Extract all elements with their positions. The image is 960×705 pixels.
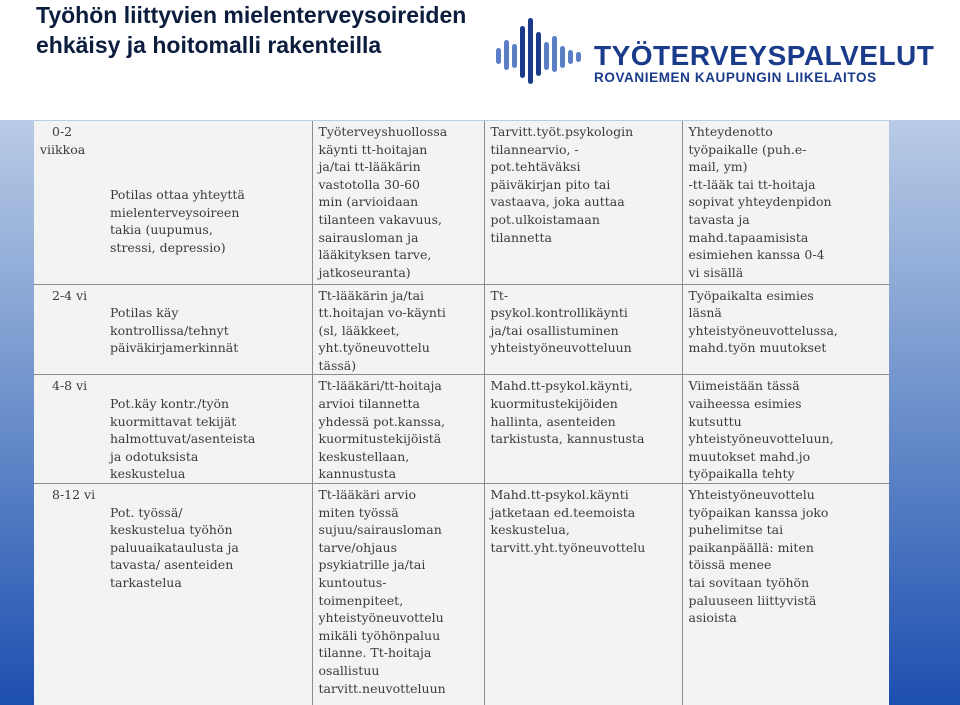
patient-text: Potilas käy kontrollissa/tehnyt päiväkirjamerkinnät	[110, 305, 239, 356]
period-label: 0-2 viikkoa	[40, 124, 86, 157]
psychologist-cell: Tarvitt.työt.psykologin tilannearvio, - pot.tehtäväksi päiväkirjan pito tai vastaava, joka auttaa pot.ulkoistamaan tilannetta	[484, 121, 682, 284]
period-label: 4-8 vi	[52, 378, 88, 394]
patient-text: Pot.käy kontr./työn kuormittavat tekijät halmottuvat/asenteista ja odotuksista keskustelua	[110, 396, 256, 482]
psychologist-cell: Mahd.tt-psykol.käynti jatketaan ed.teemoista keskustelua, tarvitt.yht.työneuvottelu	[484, 484, 682, 705]
workplace-cell: Yhteydenotto työpaikalle (puh.e- mail, ym) -tt-lääk tai tt-hoitaja sopivat yhteydenpidon tavasta ja mahd.tapaamisista esimiehen kanssa 0-4 vi sisällä	[682, 121, 889, 284]
occupational-health-cell: Tt-lääkäri arvio miten työssä sujuu/sairausloman tarve/ohjaus psykiatrille ja/tai kuntoutus- toimenpiteet, yhteistyöneuvottelu mikäli työhönpaluu tilanne. Tt-hoitaja osallistuu tarvitt.neuvotteluun	[312, 484, 484, 705]
occupational-health-cell: Tt-lääkäri/tt-hoitaja arvioi tilannetta yhdessä pot.kanssa, kuormitustekijöistä keskustellaan, kannustusta	[312, 375, 484, 484]
logo-subtitle: ROVANIEMEN KAUPUNGIN LIIKELAITOS	[594, 70, 877, 85]
period-label: 2-4 vi	[52, 287, 88, 303]
workplace-cell: Viimeistään tässä vaiheessa esimies kutsuttu yhteistyöneuvotteluun, muutokset mahd.jo työpaikalla tehty	[682, 375, 889, 484]
table-row	[34, 284, 889, 375]
table-row	[34, 121, 889, 284]
care-model-table	[34, 121, 889, 705]
psychologist-cell: Tt- psykol.kontrollikäynti ja/tai osallistuminen yhteistyöneuvotteluun	[484, 284, 682, 375]
logo-name: TYÖTERVEYSPALVELUT	[594, 40, 935, 71]
patient-cell	[34, 284, 312, 375]
table-row	[34, 375, 889, 484]
period-label: 8-12 vi	[52, 487, 96, 503]
occupational-health-cell: Työterveyshuollossa käynti tt-hoitajan ja/tai tt-lääkärin vastotolla 30-60 min (arvioidaan tilanteen vakavuus, sairausloman ja lääkityksen tarve, jatkoseuranta)	[312, 121, 484, 284]
patient-text: Pot. työssä/ keskustelua työhön paluuaikataulusta ja tavasta/ asenteiden tarkastelua	[110, 504, 239, 590]
workplace-cell: Yhteistyöneuvottelu työpaikan kanssa joko puhelimitse tai paikanpäällä: miten töissä menee tai sovitaan työhön paluuseen liittyvistä asioista	[682, 484, 889, 705]
occupational-health-cell: Tt-lääkärin ja/tai tt.hoitajan vo-käynti (sl, lääkkeet, yht.työneuvottelu tässä)	[312, 284, 484, 375]
sound-wave-bars-icon	[494, 14, 584, 94]
company-logo	[494, 14, 934, 94]
psychologist-cell: Mahd.tt-psykol.käynti, kuormitustekijöiden hallinta, asenteiden tarkistusta, kannustusta	[484, 375, 682, 484]
patient-cell	[34, 375, 312, 484]
patient-cell	[34, 484, 312, 705]
patient-text: Potilas ottaa yhteyttä mielenterveysoireen takia (uupumus, stressi, depressio)	[110, 187, 245, 255]
workplace-cell: Työpaikalta esimies läsnä yhteistyöneuvottelussa, mahd.työn muutokset	[682, 284, 889, 375]
patient-cell	[34, 121, 312, 284]
table-row	[34, 484, 889, 705]
scanned-table-image	[34, 121, 889, 705]
slide-title: Työhön liittyvien mielenterveysoireiden ehkäisy ja hoitomalli rakenteilla	[36, 2, 467, 58]
